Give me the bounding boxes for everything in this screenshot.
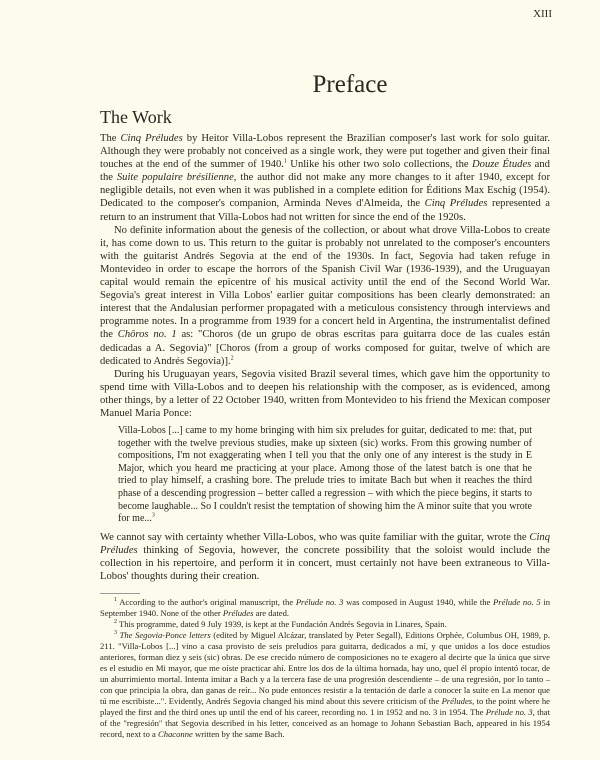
text: thinking of Segovia, however, the concrete possibility that the soloist would include the collection in his repertoire, and perform it in concert, must certainly not have been extraneous to Villa-Lobos' thoughts during their creation. bbox=[100, 544, 550, 583]
text: Chaconne bbox=[157, 729, 193, 740]
text: The Segovia-Ponce letters bbox=[119, 630, 211, 641]
page-title: Preface bbox=[312, 71, 388, 98]
footnote-number: 1 bbox=[114, 597, 117, 604]
paragraph bbox=[100, 224, 550, 368]
footnote-ref: 3 bbox=[151, 512, 155, 519]
text: Villa-Lobos [...] came to my home bringing with him six preludes for guitar, dedicated to me: that, put together with the twelve previous studies, make up sixteen (sic) works. From this growing number of compositions, I'm not exaggerating when I tell you that the only one of any interest is the study in E Major, which you heard me practicing at your place. Among those of the latest batch is one that he tried to play himself, a crashing bore. The prelude tries to imitate Bach but when it reaches the third phase of a descending progression – better called a regression – with which the piece begins, it starts to become laughable... So I couldn't resist the temptation of showing him the A minor suite that you wrote for me... bbox=[118, 425, 532, 525]
footnote bbox=[100, 619, 550, 630]
page-number: XIII bbox=[533, 8, 552, 20]
text: Préludes bbox=[441, 696, 473, 707]
paragraph bbox=[100, 531, 550, 583]
text: Unlike his other two solo collections, the bbox=[286, 159, 472, 171]
footnotes bbox=[100, 597, 550, 740]
text: (edited by Miguel Alcázar, translated by Peter Segall), Editions Orphée, Columbus OH, 1989, p. 211. "Villa-Lobos [...] vino a casa provisto de seis preludios para guitarra, dedicados a mí, y que unidos a los doce estudios anteriores, forman diez y seis (sic) obras. De ese crecido número de composiciones no te exagero al decirte que la única que sirve es el estudio en Mi mayor, que me oíste practicar ahí. Entre los dos de la última hornada, hay uno, quel él propio intentó tocar, de un aburrimiento mortal. Intenta imitar a Bach y a la tercera fase de una progresión descendiente – de una regresión, por lo tanto – con que principia la obra, dan ganas de reír... No pude entonces resistir a la tentación de darle a conocer la suite en La menor que tú me escribiste...". Evidently, Andrés Segovia changed his mind about this severe criticism of the bbox=[100, 630, 551, 707]
text: , the author did not make any more changes to it after 1940, except for negligible details, not even when it was published in a complete edition for Éditions Max Eschig (1954). Dedicated to the composer's companion, Arminda Neves d'Almeida, the bbox=[100, 172, 550, 210]
text: Cinq Préludes bbox=[424, 198, 488, 210]
text: was composed in August 1940, while the bbox=[343, 597, 494, 608]
text: represented a return to an instrument that Villa-Lobos had not written for since the end of the 1920s. bbox=[100, 198, 550, 223]
footnote-ref: 2 bbox=[230, 355, 234, 362]
text: by Heitor Villa-Lobos represent the Brazilian composer's last work for solo guitar. Although they were probably not conceived as a single work, they were put together and given their final touches at the end of the summer of 1940. bbox=[100, 133, 550, 171]
text: in September 1940. None of the other bbox=[100, 597, 551, 619]
text: , to the point where he played the first and the third ones up until the end of his career, recording no. 1 in 1952 and no. 3 in 1954. The bbox=[100, 696, 550, 718]
block-quote bbox=[118, 425, 532, 526]
text: Chôros no. 1 bbox=[117, 329, 177, 341]
text: as: "Choros (de un grupo de obras escritas para guitarra doce de las cuales están dedicadas a A. Segovia)" [Choros (from a group of works composed for guitar, twelve of which are dedicated to Andrés Segovia)]. bbox=[100, 329, 550, 367]
text: Suite populaire brésilienne bbox=[116, 172, 234, 184]
text: Cinq Préludes bbox=[100, 531, 550, 556]
text: Prélude no. 5 bbox=[493, 597, 541, 608]
footnote-number: 2 bbox=[114, 619, 117, 626]
text: Prélude no. 3 bbox=[485, 707, 533, 718]
footnote-ref: 1 bbox=[283, 158, 287, 165]
paragraph bbox=[100, 132, 550, 224]
text: No definite information about the genesis of the collection, or about what drove Villa-Lobos to create it, has come down to us. This return to the guitar is probably not unrelated to the composer's encounters with the guitarist Andrés Segovia at the end of the 1930s. In fact, Segovia had taken refuge in Montevideo in order to escape the horrors of the Spanish Civil War (1936-1939), and the Uruguayan capital would remain the epicentre of his musical activity until the end of the Second World War. Segovia's great interest in Villa Lobos' earlier guitar compositions has been clearly demonstrated: an interest that the Andalusian performer propagated with a meticulous consistency through interviews and programme notes. In a programme from 1939 for a concert held in Argentina, the instrumentalist defined the bbox=[100, 224, 550, 341]
text: Cinq Préludes bbox=[120, 133, 183, 144]
text: According to the author's original manuscript, the bbox=[117, 597, 296, 608]
text: This programme, dated 9 July 1939, is kept at the Fundación Andrés Segovia in Linares, Spain. bbox=[117, 619, 447, 630]
text: Prélude no. 3 bbox=[295, 597, 344, 608]
text: We cannot say with certainty whether Villa-Lobos, who was quite familiar with the guitar, wrote the bbox=[100, 531, 530, 543]
text: Préludes bbox=[222, 608, 254, 619]
text: and the bbox=[100, 159, 550, 184]
text: are dated. bbox=[253, 608, 290, 619]
text: , that of the "regresión" that Segovia described in his letter, conceived as an homage to Johann Sebastian Bach, appeared in his 1954 record, next to a bbox=[100, 707, 550, 740]
section-heading: The Work bbox=[100, 107, 172, 127]
paragraph: During his Uruguayan years, Segovia visited Brazil several times, which gave him the opportunity to spend time with Villa-Lobos and to deepen his relationship with the composer, as is evidenced, among other things, by a letter of 22 October 1940, written from Montevideo to his friend the Mexican composer Manuel Maria Ponce: bbox=[100, 368, 550, 419]
footnote-number: 3 bbox=[114, 630, 117, 637]
text: The bbox=[100, 133, 121, 144]
text: written by the same Bach. bbox=[192, 729, 285, 740]
footnote-divider bbox=[100, 593, 140, 594]
footnote bbox=[100, 597, 550, 619]
body-text bbox=[100, 132, 550, 583]
text: Douze Études bbox=[472, 159, 532, 171]
footnote bbox=[100, 630, 550, 740]
